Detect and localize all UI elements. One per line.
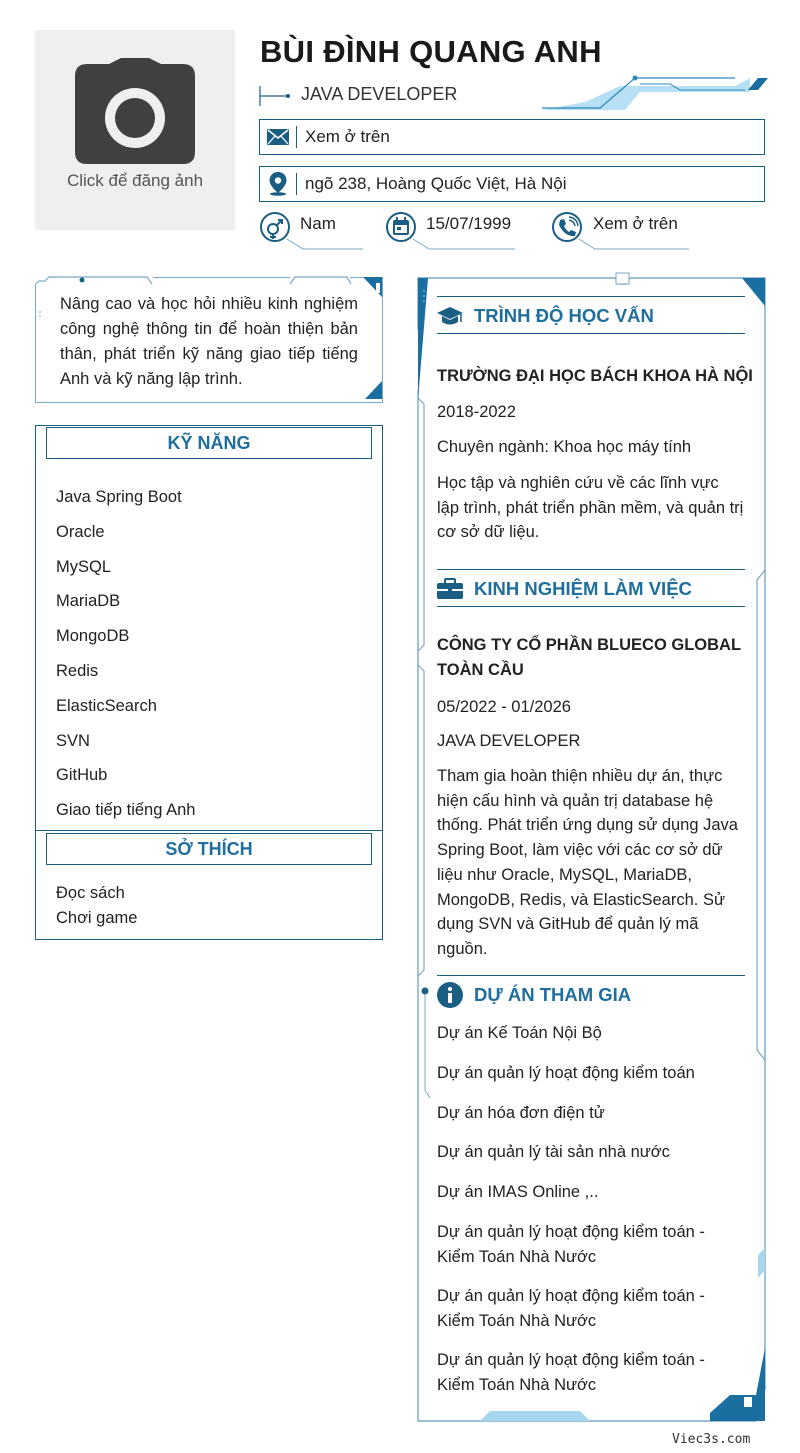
phone-value: Xem ở trên [593,214,678,233]
graduation-cap-icon [437,305,463,327]
project-item: Dự án quản lý hoạt động kiểm toán - Kiểm Toán Nhà Nước [437,1351,705,1394]
full-name: BÙI ĐÌNH QUANG ANH [260,34,602,69]
skills-list [56,480,195,828]
profile-photo-placeholder[interactable] [35,30,235,230]
experience-position: JAVA DEVELOPER [437,732,581,750]
project-item: Dự án quản lý hoạt động kiểm toán - Kiểm Toán Nhà Nước [437,1287,705,1330]
skill-item: Java Spring Boot [56,488,182,506]
info-icon [437,982,463,1008]
skill-item: MySQL [56,557,112,576]
skill-item: MongoDB [56,627,130,646]
site-watermark: Viec3s.com [672,1432,751,1447]
location-pin-icon [268,172,288,196]
skill-item: GitHub [56,766,108,785]
experience-description: Tham gia hoàn thiện nhiều dự án, thực hiện cấu hình và quản trị database hệ thống. Phát triển ứng dụng sử dụng Java Spring Boot, làm việc với các cơ sở dữ liệu như Oracle, MySQL, MariaDB, MongoDB, Redis, và ElasticSearch. Sử dụng SVN và GitHub để quản lý mã nguồn. [437,767,738,958]
hobbies-heading: SỞ THÍCH [46,833,372,865]
experience-period: 05/2022 - 01/2026 [437,698,571,716]
education-major: Chuyên ngành: Khoa học máy tính [437,438,692,456]
education-title: TRÌNH ĐỘ HỌC VẤN [474,305,654,326]
hobby-item: Đọc sách [56,884,125,902]
projects-heading [437,975,745,1013]
address-field [259,166,765,202]
hobby-item: Chơi game [56,908,138,927]
career-objective-text: Nâng cao và học hỏi nhiều kinh nghiệm công nghệ thông tin để hoàn thiện bản thân, phát triển kỹ năng giao tiếp tiếng Anh và kỹ năng lập trình. [60,295,358,388]
project-item: Dự án IMAS Online ,.. [437,1183,599,1201]
project-item: Dự án quản lý tài sản nhà nước [437,1143,670,1161]
skill-item: MariaDB [56,592,121,611]
company-name: CÔNG TY CỔ PHẦN BLUECO GLOBAL TOÀN CẦU [437,636,741,679]
projects-title: DỰ ÁN THAM GIA [474,984,632,1005]
section-divider [35,830,383,831]
experience-heading [437,569,745,607]
birthday-value: 15/07/1999 [426,214,512,233]
skill-item: Oracle [56,522,105,541]
education-heading [437,296,745,334]
header-decoration [530,70,780,115]
summary-frame-decoration [35,271,385,406]
education-period: 2018-2022 [437,403,516,421]
job-title: JAVA DEVELOPER [301,84,458,104]
skill-item: ElasticSearch [56,696,157,715]
photo-caption: Click để đăng ảnh [66,171,204,190]
project-item: Dự án quản lý hoạt động kiểm toán - Kiểm Toán Nhà Nước [437,1223,705,1266]
skill-item: SVN [56,731,90,750]
school-name: TRƯỜNG ĐẠI HỌC BÁCH KHOA HÀ NỘI [437,367,753,385]
experience-title: KINH NGHIỆM LÀM VIỆC [474,578,692,599]
briefcase-icon [437,578,463,600]
address-value: ngõ 238, Hoàng Quốc Việt, Hà Nội [305,174,567,193]
mail-icon [267,129,289,145]
skills-panel [35,425,383,940]
project-item: Dự án quản lý hoạt động kiểm toán [437,1064,695,1082]
email-value: Xem ở trên [305,127,390,146]
project-item: Dự án hóa đơn điện tử [437,1104,605,1122]
job-title-line-icon [259,86,293,106]
skill-item: Redis [56,661,99,680]
education-description: Học tập và nghiên cứu về các lĩnh vực lập trình, phát triển phần mềm, và quản trị cơ sở dữ liệu. [437,474,744,542]
email-field [259,119,765,155]
camera-icon [75,58,195,164]
skills-heading: KỸ NĂNG [46,427,372,459]
skill-item: Giao tiếp tiếng Anh [56,801,196,820]
project-item: Dự án Kế Toán Nội Bộ [437,1024,602,1042]
hobbies-list [56,881,137,930]
gender-value: Nam [300,214,336,233]
